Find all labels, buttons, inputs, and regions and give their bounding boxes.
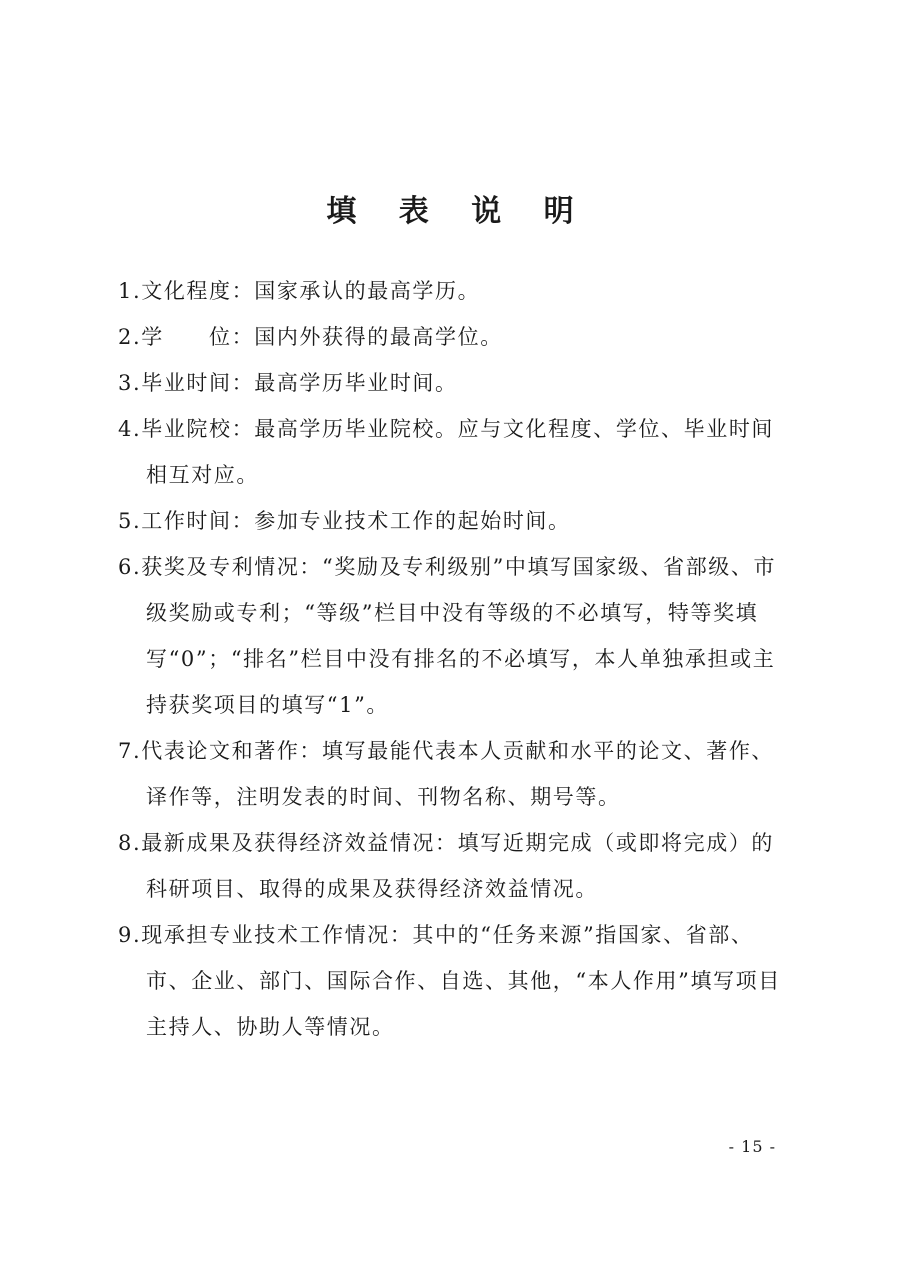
instruction-item-1: 1.文化程度：国家承认的最高学历。 [118, 279, 481, 303]
page-title: 填 表 说 明 [326, 194, 590, 230]
instruction-item-8: 8.最新成果及获得经济效益情况：填写近期完成（或即将完成）的科研项目、取得的成果及获得经济效益情况。 [118, 831, 775, 901]
instruction-item-9: 9.现承担专业技术工作情况：其中的“任务来源”指国家、省部、市、企业、部门、国际合作、自选、其他，“本人作用”填写项目主持人、协助人等情况。 [118, 923, 781, 1039]
instruction-item-6: 6.获奖及专利情况：“奖励及专利级别”中填写国家级、省部级、市级奖励或专利；“等级”栏目中没有等级的不必填写，特等奖填写“0”；“排名”栏目中没有排名的不必填写，本人单独承担或主持获奖项目的填写“1”。 [118, 555, 777, 717]
instruction-list [118, 268, 788, 1050]
instruction-item-4: 4.毕业院校：最高学历毕业院校。应与文化程度、学位、毕业时间相互对应。 [118, 417, 775, 487]
instruction-item-7: 7.代表论文和著作：填写最能代表本人贡献和水平的论文、著作、译作等，注明发表的时间、刊物名称、期号等。 [118, 739, 775, 809]
page-number: - 15 - [728, 1137, 776, 1156]
instruction-item-3: 3.毕业时间：最高学历毕业时间。 [118, 371, 458, 395]
instruction-item-2: 2.学 位：国内外获得的最高学位。 [118, 325, 503, 349]
instruction-item-5: 5.工作时间：参加专业技术工作的起始时间。 [118, 509, 571, 533]
